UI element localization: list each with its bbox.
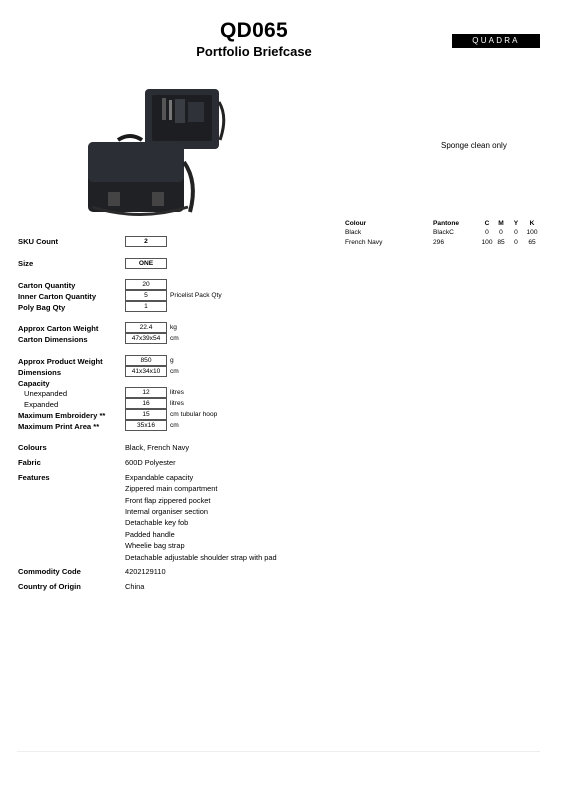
sku-count-value: 2 — [125, 236, 167, 247]
colour-row-k: 100 — [526, 229, 538, 236]
product-name: Portfolio Briefcase — [196, 44, 312, 59]
fabric-value: 600D Polyester — [125, 458, 176, 467]
carton-weight-unit: kg — [170, 324, 177, 331]
feature-item: Zippered main compartment — [125, 484, 218, 493]
feature-item: Expandable capacity — [125, 473, 194, 482]
feature-item: Internal organiser section — [125, 507, 208, 516]
pantone-header: Pantone — [433, 220, 460, 227]
carton-qty-value: 20 — [125, 279, 167, 290]
open-briefcase-illustration — [145, 89, 224, 149]
colour-header: Colour — [345, 220, 367, 227]
c-header: C — [484, 220, 490, 227]
dimensions-value: 41x34x10 — [125, 366, 167, 377]
y-header: Y — [513, 220, 519, 227]
unexpanded-unit: litres — [170, 389, 184, 396]
colour-row-y: 0 — [514, 229, 518, 236]
max-embroidery-label: Maximum Embroidery ** — [18, 411, 106, 420]
colour-row-c: 100 — [481, 239, 493, 246]
colour-row-name: Black — [345, 229, 362, 236]
unexpanded-value: 12 — [125, 387, 167, 398]
expanded-label: Expanded — [24, 400, 59, 409]
commodity-code-label: Commodity Code — [18, 567, 81, 576]
footer-divider — [17, 751, 540, 752]
k-header: K — [529, 220, 535, 227]
country-of-origin-value: China — [125, 582, 145, 591]
colour-row-k: 65 — [528, 239, 536, 246]
feature-item: Padded handle — [125, 530, 175, 539]
colour-row-m: 0 — [499, 229, 503, 236]
colours-value: Black, French Navy — [125, 443, 190, 452]
colour-row-c: 0 — [485, 229, 489, 236]
max-print-unit: cm — [170, 422, 179, 429]
capacity-label: Capacity — [18, 379, 50, 388]
max-print-value: 35x16 — [125, 420, 167, 431]
colour-row-pantone: 296 — [433, 239, 445, 246]
fabric-label: Fabric — [18, 458, 41, 467]
poly-bag-qty-label: Poly Bag Qty — [18, 303, 66, 312]
colour-row-m: 85 — [497, 239, 505, 246]
features-label: Features — [18, 473, 50, 482]
colours-label: Colours — [18, 443, 47, 452]
sku-count-label: SKU Count — [18, 237, 59, 246]
colour-row-y: 0 — [514, 239, 518, 246]
closed-briefcase-illustration — [88, 136, 193, 215]
product-weight-value: 850 — [125, 355, 167, 366]
carton-weight-label: Approx Carton Weight — [18, 324, 99, 333]
feature-item: Wheelie bag strap — [125, 541, 185, 550]
feature-item: Detachable adjustable shoulder strap with pad — [125, 553, 277, 562]
colour-row-pantone: BlackC — [433, 229, 454, 236]
inner-carton-qty-label: Inner Carton Quantity — [18, 292, 97, 301]
country-of-origin-label: Country of Origin — [18, 582, 81, 591]
pricelist-pack-note: Pricelist Pack Qty — [170, 292, 222, 299]
colour-row-name: French Navy — [345, 239, 383, 246]
carton-dims-value: 47x39x54 — [125, 333, 167, 344]
size-value: ONE — [125, 258, 167, 269]
carton-dims-unit: cm — [170, 335, 179, 342]
feature-item: Detachable key fob — [125, 518, 189, 527]
care-instructions: Sponge clean only — [441, 141, 507, 150]
unexpanded-label: Unexpanded — [24, 389, 68, 398]
product-weight-label: Approx Product Weight — [18, 357, 103, 366]
expanded-value: 16 — [125, 398, 167, 409]
carton-weight-value: 22.4 — [125, 322, 167, 333]
feature-item: Front flap zippered pocket — [125, 496, 211, 505]
commodity-code-value: 4202129110 — [125, 567, 166, 576]
product-weight-unit: g — [170, 357, 174, 364]
dimensions-unit: cm — [170, 368, 179, 375]
max-print-label: Maximum Print Area ** — [18, 422, 100, 431]
poly-bag-qty-value: 1 — [125, 301, 167, 312]
inner-carton-qty-value: 5 — [125, 290, 167, 301]
dimensions-label: Dimensions — [18, 368, 62, 377]
expanded-unit: litres — [170, 400, 184, 407]
product-image — [70, 82, 230, 234]
m-header: M — [498, 220, 504, 227]
size-label: Size — [18, 259, 34, 268]
product-code: QD065 — [219, 19, 289, 42]
max-embroidery-value: 15 — [125, 409, 167, 420]
carton-qty-label: Carton Quantity — [18, 281, 76, 290]
max-embroidery-unit: cm tubular hoop — [170, 411, 218, 418]
carton-dims-label: Carton Dimensions — [18, 335, 88, 344]
brand-logo: QUADRA — [452, 34, 540, 48]
